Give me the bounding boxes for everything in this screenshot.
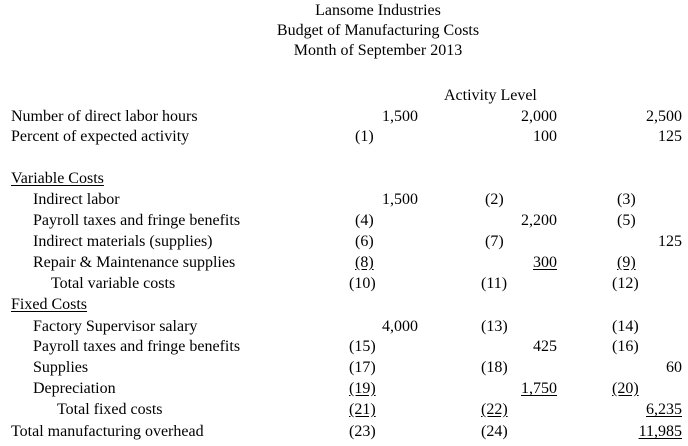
cell-col2: 2,200: [521, 212, 557, 229]
cell-col1: (21): [349, 401, 376, 418]
row-label: Depreciation: [33, 380, 116, 397]
cell-col1: 1,500: [382, 191, 418, 208]
cell-col1: (17): [349, 359, 376, 376]
row-label: Indirect labor: [33, 191, 120, 208]
cell-col2: (13): [481, 318, 508, 335]
row-label: Payroll taxes and fringe benefits: [33, 212, 241, 229]
cell-col1: (1): [355, 128, 374, 145]
row-label: Repair & Maintenance supplies: [33, 254, 236, 271]
company-name: Lansome Industries: [315, 2, 441, 19]
cell-col3: 11,985: [638, 423, 682, 440]
row-label: Total variable costs: [51, 275, 176, 292]
cell-col3: (14): [612, 318, 639, 335]
cell-col3: 2,500: [646, 108, 682, 125]
cell-col2: (24): [481, 423, 508, 440]
cell-col3: 60: [666, 359, 682, 376]
cell-col1: (15): [349, 338, 376, 355]
row-label: Payroll taxes and fringe benefits: [33, 338, 241, 355]
row-label: Total manufacturing overhead: [11, 423, 204, 440]
cell-col2: 425: [533, 338, 557, 355]
cell-col1: (4): [355, 212, 374, 229]
cell-col2: (7): [485, 233, 504, 250]
cell-col3: 125: [658, 128, 682, 145]
cell-col2: (18): [481, 359, 508, 376]
cell-col1: (23): [349, 423, 376, 440]
cell-col2: 100: [533, 128, 557, 145]
cell-col3: (3): [617, 191, 636, 208]
activity-level-heading: Activity Level: [444, 87, 537, 104]
row-label: Factory Supervisor salary: [33, 318, 198, 335]
cell-col1: (19): [349, 380, 376, 397]
cell-col3: (5): [617, 212, 636, 229]
cell-col2: 2,000: [521, 108, 557, 125]
cell-col2: (2): [485, 191, 504, 208]
cell-col1: (10): [349, 275, 376, 292]
cell-col1: 4,000: [382, 318, 418, 335]
cell-col3: 6,235: [646, 401, 682, 418]
fixed-costs-heading: Fixed Costs: [11, 296, 88, 313]
cell-col2: (22): [481, 401, 508, 418]
cell-col1: (6): [355, 233, 374, 250]
report-title: Budget of Manufacturing Costs: [276, 22, 480, 39]
cell-col3: (20): [612, 380, 639, 397]
cell-col3: (16): [612, 338, 639, 355]
cell-col1: 1,500: [382, 108, 418, 125]
cell-col2: 300: [533, 254, 557, 271]
cell-col3: 125: [658, 233, 682, 250]
row-label: Total fixed costs: [57, 401, 163, 418]
cell-col1: (8): [355, 254, 374, 271]
cell-col3: (9): [617, 254, 636, 271]
row-label: Number of direct labor hours: [11, 108, 198, 125]
row-label: Supplies: [33, 359, 89, 376]
variable-costs-heading: Variable Costs: [11, 170, 104, 187]
row-label: Indirect materials (supplies): [33, 233, 213, 250]
cell-col2: 1,750: [521, 380, 557, 397]
row-label: Percent of expected activity: [11, 128, 190, 145]
cell-col2: (11): [481, 275, 508, 292]
cell-col3: (12): [612, 275, 639, 292]
report-period: Month of September 2013: [293, 42, 463, 59]
